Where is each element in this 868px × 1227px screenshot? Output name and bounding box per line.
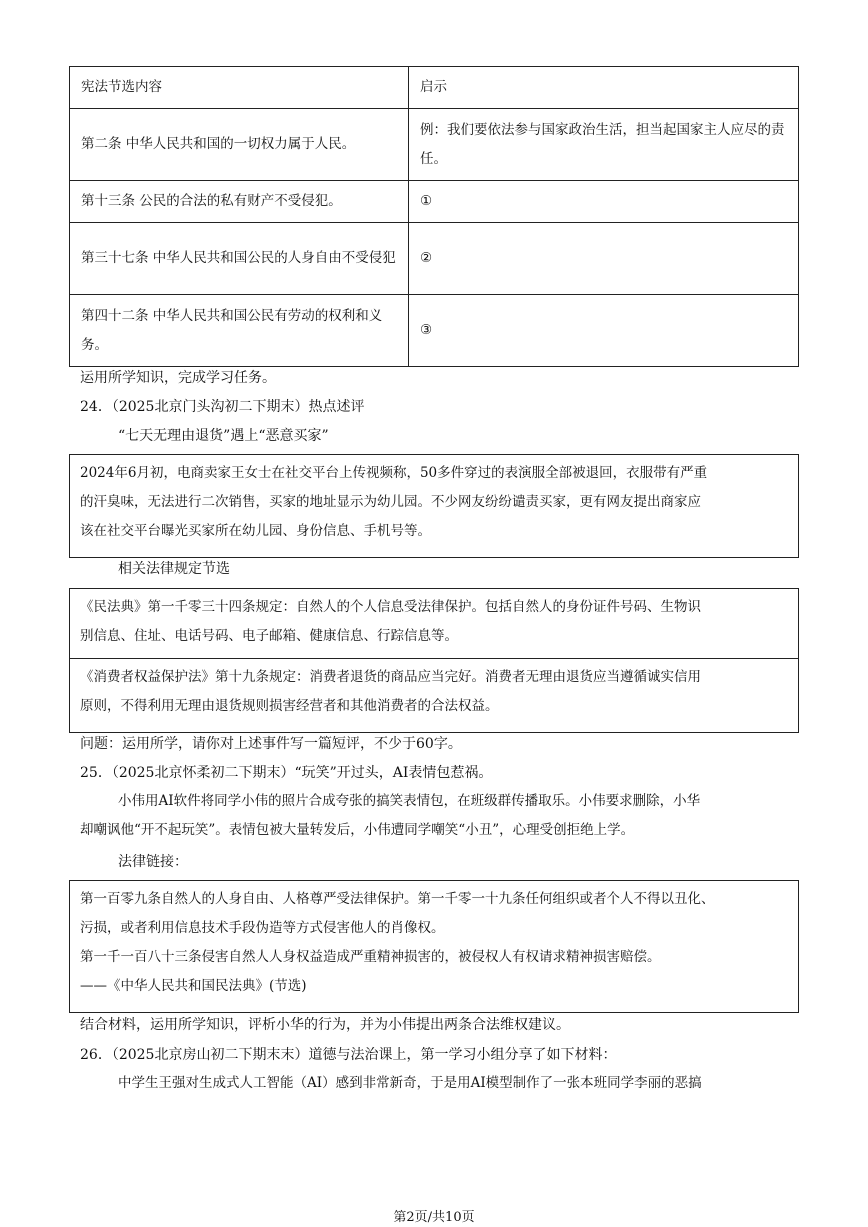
law-source: ——《中华人民共和国民法典》(节选) [80, 978, 307, 994]
law-text-line: 第一千一百八十三条侵害自然人人身权益造成严重精神损害的，被侵权人有权请求精神损害赔偿。 [80, 949, 661, 965]
q24-law-box-2 [69, 658, 799, 733]
article-cell: 第二条 中华人民共和国的一切权力属于人民。 [70, 109, 409, 181]
insight-cell: 例：我们要依法参与国家政治生活，担当起国家主人应尽的责任。 [409, 109, 799, 181]
q24-question: 问题：运用所学，请你对上述事件写一篇短评，不少于60字。 [80, 736, 462, 752]
insight-cell: ③ [409, 295, 799, 367]
table-row [70, 223, 799, 295]
q25-law-box [69, 880, 799, 1013]
paragraph-line: 却嘲讽他“开不起玩笑”。表情包被大量转发后，小伟遭同学嘲笑“小丑”，心理受创拒绝上学。 [80, 822, 635, 838]
q24-case-box [69, 454, 799, 558]
law-text-line: 污损，或者利用信息技术手段伪造等方式侵害他人的肖像权。 [80, 920, 445, 936]
article-cell: 第四十二条 中华人民共和国公民有劳动的权利和义务。 [70, 295, 409, 367]
table-header-insight: 启示 [409, 67, 799, 109]
q25-paragraph-cont [80, 816, 634, 845]
case-text-line: 的汗臭味，无法进行二次销售，买家的地址显示为幼儿园。不少网友纷纷谴责买家，更有网友提出商家应 [80, 494, 701, 510]
case-text-line: 该在社交平台曝光买家所在幼儿园、身份信息、手机号等。 [80, 523, 431, 539]
q26-paragraph [118, 1069, 702, 1098]
q24-heading: 24．（2025北京门头沟初二下期末）热点述评 [80, 399, 365, 415]
case-text-line: 2024年6月初，电商卖家王女士在社交平台上传视频称，50多件穿过的表演服全部被退回，衣服带有严重 [80, 465, 708, 481]
paragraph-line: 中学生王强对生成式人工智能（AI）感到非常新奇，于是用AI模型制作了一张本班同学李丽的恶搞 [118, 1075, 702, 1091]
law-text-line: 《消费者权益保护法》第十九条规定：消费者退货的商品应当完好。消费者无理由退货应当遵循诚实信用 [80, 669, 701, 685]
article-cell: 第十三条 公民的合法的私有财产不受侵犯。 [70, 181, 409, 223]
insight-cell: ① [409, 181, 799, 223]
law-text-line: 第一百零九条自然人的人身自由、人格尊严受法律保护。第一千零一十九条任何组织或者个人不得以丑化、 [80, 891, 715, 907]
table-row [70, 181, 799, 223]
q24-law-label: 相关法律规定节选 [118, 561, 230, 577]
page-footer: 第2页/共10页 [393, 1210, 475, 1225]
q24-law-box-1 [69, 588, 799, 659]
law-text-line: 别信息、住址、电话号码、电子邮箱、健康信息、行踪信息等。 [80, 628, 458, 644]
table-row [70, 295, 799, 367]
insight-cell: ② [409, 223, 799, 295]
paragraph-line: 小伟用AI软件将同学小伟的照片合成夸张的搞笑表情包，在班级群传播取乐。小伟要求删除，小华 [118, 793, 701, 809]
q25-paragraph [118, 787, 700, 816]
q26-heading: 26．（2025北京房山初二下期末末）道德与法治课上，第一学习小组分享了如下材料： [80, 1047, 617, 1063]
q25-heading: 25．（2025北京怀柔初二下期末）“玩笑”开过头，AI表情包惹祸。 [80, 765, 493, 781]
q25-law-label: 法律链接： [118, 854, 188, 870]
q25-question: 结合材料，运用所学知识，评析小华的行为，并为小伟提出两条合法维权建议。 [80, 1017, 570, 1033]
law-text-line: 原则，不得利用无理由退货规则损害经营者和其他消费者的合法权益。 [80, 698, 499, 714]
article-cell: 第三十七条 中华人民共和国公民的人身自由不受侵犯 [70, 223, 409, 295]
constitution-table [69, 66, 799, 367]
table-row [70, 109, 799, 181]
q24-subtitle: “七天无理由退货”遇上“恶意买家” [118, 428, 329, 444]
table-instruction: 运用所学知识，完成学习任务。 [80, 370, 276, 386]
table-header-article: 宪法节选内容 [70, 67, 409, 109]
law-text-line: 《民法典》第一千零三十四条规定：自然人的个人信息受法律保护。包括自然人的身份证件号码、生物识 [80, 599, 701, 615]
